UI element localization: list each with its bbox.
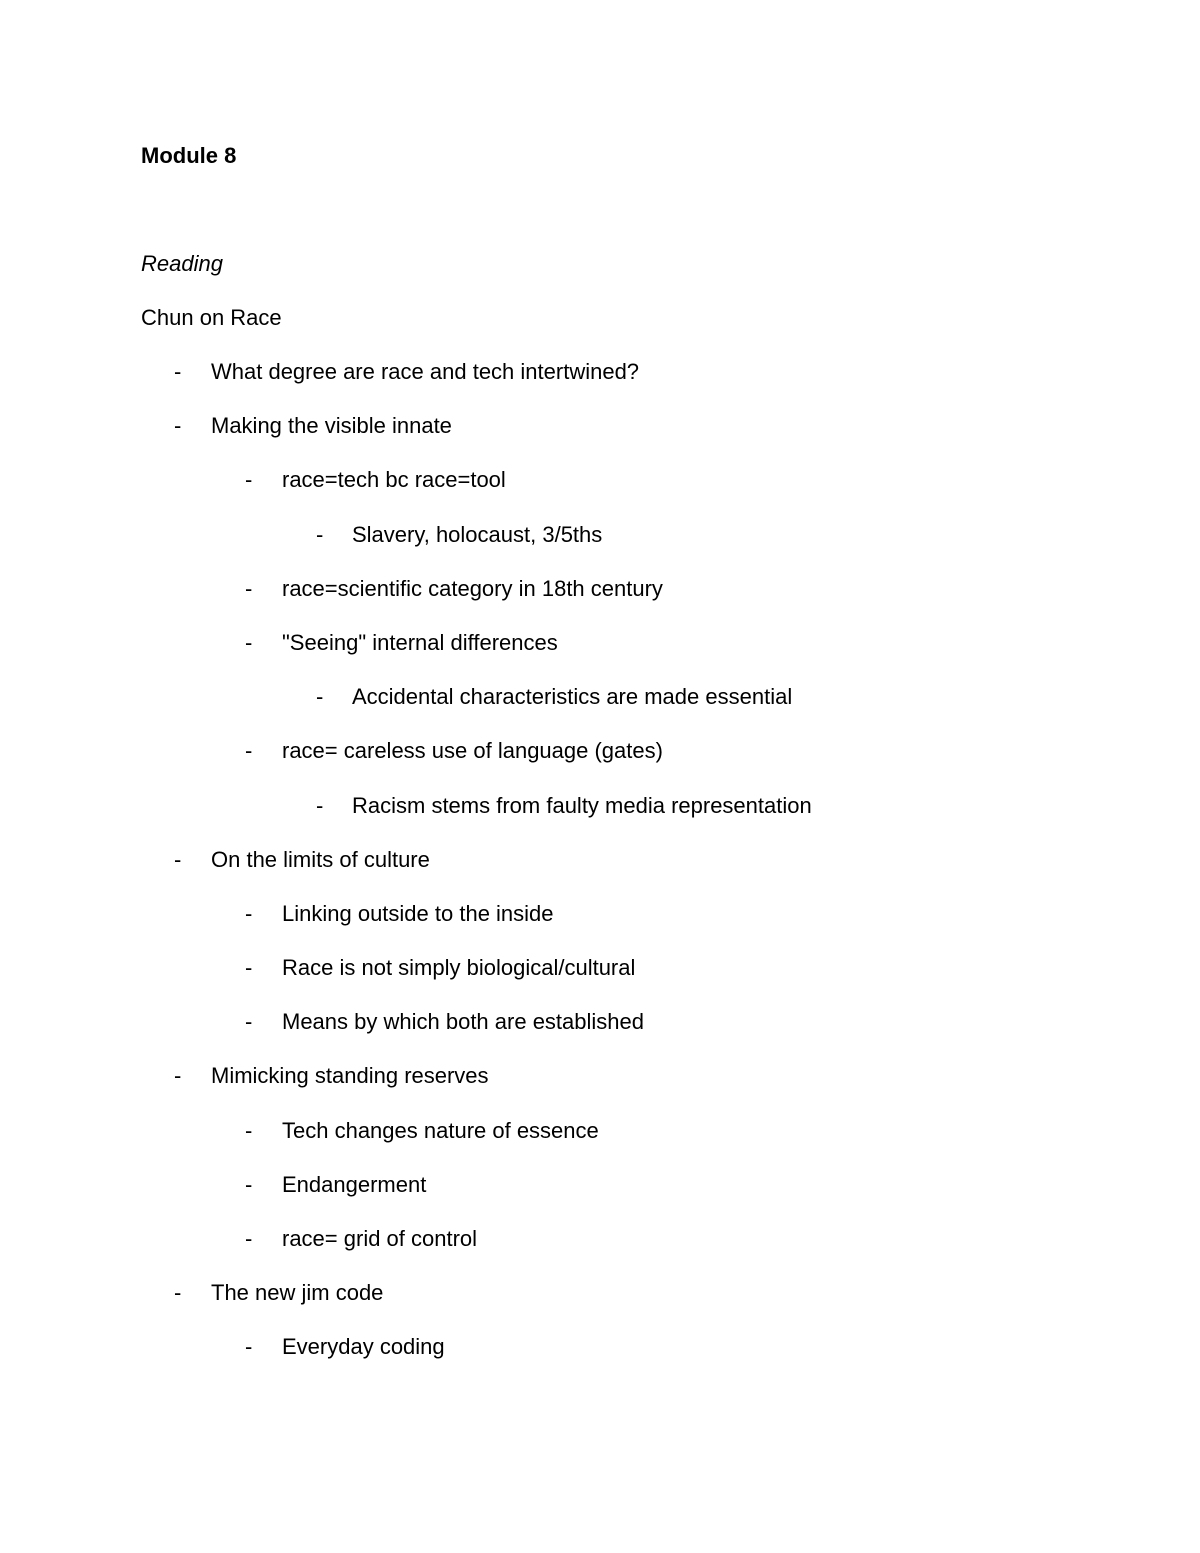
list-item xyxy=(0,466,1200,520)
list-item-text: Race is not simply biological/cultural xyxy=(282,955,636,981)
list-item xyxy=(0,412,1200,466)
list-item xyxy=(0,737,1200,791)
list-item-text: race=scientific category in 18th century xyxy=(282,575,663,601)
dash-bullet-icon: - xyxy=(174,846,182,872)
list-item-text: What degree are race and tech intertwined? xyxy=(211,359,640,384)
list-item xyxy=(0,792,1200,846)
notes-list xyxy=(0,358,1200,1388)
dash-bullet-icon: - xyxy=(245,629,253,655)
list-item-text: Linking outside to the inside xyxy=(282,900,554,926)
dash-bullet-icon: - xyxy=(245,575,253,601)
list-item-text: Mimicking standing reserves xyxy=(211,1063,489,1089)
list-item xyxy=(0,575,1200,629)
dash-bullet-icon: - xyxy=(174,1280,182,1306)
list-item-text: Racism stems from faulty media representation xyxy=(352,792,812,818)
list-item xyxy=(0,900,1200,954)
list-item-text: The new jim code xyxy=(211,1280,384,1306)
list-item xyxy=(0,1008,1200,1062)
list-item-text: Endangerment xyxy=(282,1171,427,1197)
list-item xyxy=(0,683,1200,737)
list-item xyxy=(0,1225,1200,1279)
list-item-text: Accidental characteristics are made essential xyxy=(352,684,793,710)
list-item xyxy=(0,358,1200,412)
list-item-text: Everyday coding xyxy=(282,1334,445,1360)
dash-bullet-icon: - xyxy=(316,792,324,818)
list-item-text: race=tech bc race=tool xyxy=(282,467,506,493)
list-item-text: race= careless use of language (gates) xyxy=(282,738,663,764)
list-item-text: Tech changes nature of essence xyxy=(282,1117,599,1143)
list-item xyxy=(0,629,1200,683)
dash-bullet-icon: - xyxy=(245,900,253,926)
list-item xyxy=(0,1117,1200,1171)
list-item-text: Making the visible innate xyxy=(211,413,452,439)
dash-bullet-icon: - xyxy=(316,521,324,547)
list-item xyxy=(0,1062,1200,1116)
topic-heading: Chun on Race xyxy=(141,305,282,330)
dash-bullet-icon: - xyxy=(245,1009,253,1035)
list-item-text: race= grid of control xyxy=(282,1226,478,1251)
section-label: Reading xyxy=(141,251,223,276)
list-item-text: On the limits of culture xyxy=(211,846,430,872)
document-title: Module 8 xyxy=(141,143,237,168)
dash-bullet-icon: - xyxy=(245,1226,253,1251)
dash-bullet-icon: - xyxy=(245,467,253,493)
list-item xyxy=(0,954,1200,1008)
dash-bullet-icon: - xyxy=(245,1171,253,1197)
list-item-text: Slavery, holocaust, 3/5ths xyxy=(352,521,603,547)
dash-bullet-icon: - xyxy=(174,413,182,439)
dash-bullet-icon: - xyxy=(174,1063,182,1089)
dash-bullet-icon: - xyxy=(245,955,253,981)
list-item xyxy=(0,1333,1200,1387)
list-item-text: "Seeing" internal differences xyxy=(282,629,558,655)
list-item xyxy=(0,1171,1200,1225)
list-item xyxy=(0,521,1200,575)
dash-bullet-icon: - xyxy=(245,1117,253,1143)
dash-bullet-icon: - xyxy=(316,684,324,710)
dash-bullet-icon: - xyxy=(245,738,253,764)
dash-bullet-icon: - xyxy=(174,359,182,384)
list-item xyxy=(0,1279,1200,1333)
list-item xyxy=(0,846,1200,900)
dash-bullet-icon: - xyxy=(245,1334,253,1360)
list-item-text: Means by which both are established xyxy=(282,1009,644,1035)
